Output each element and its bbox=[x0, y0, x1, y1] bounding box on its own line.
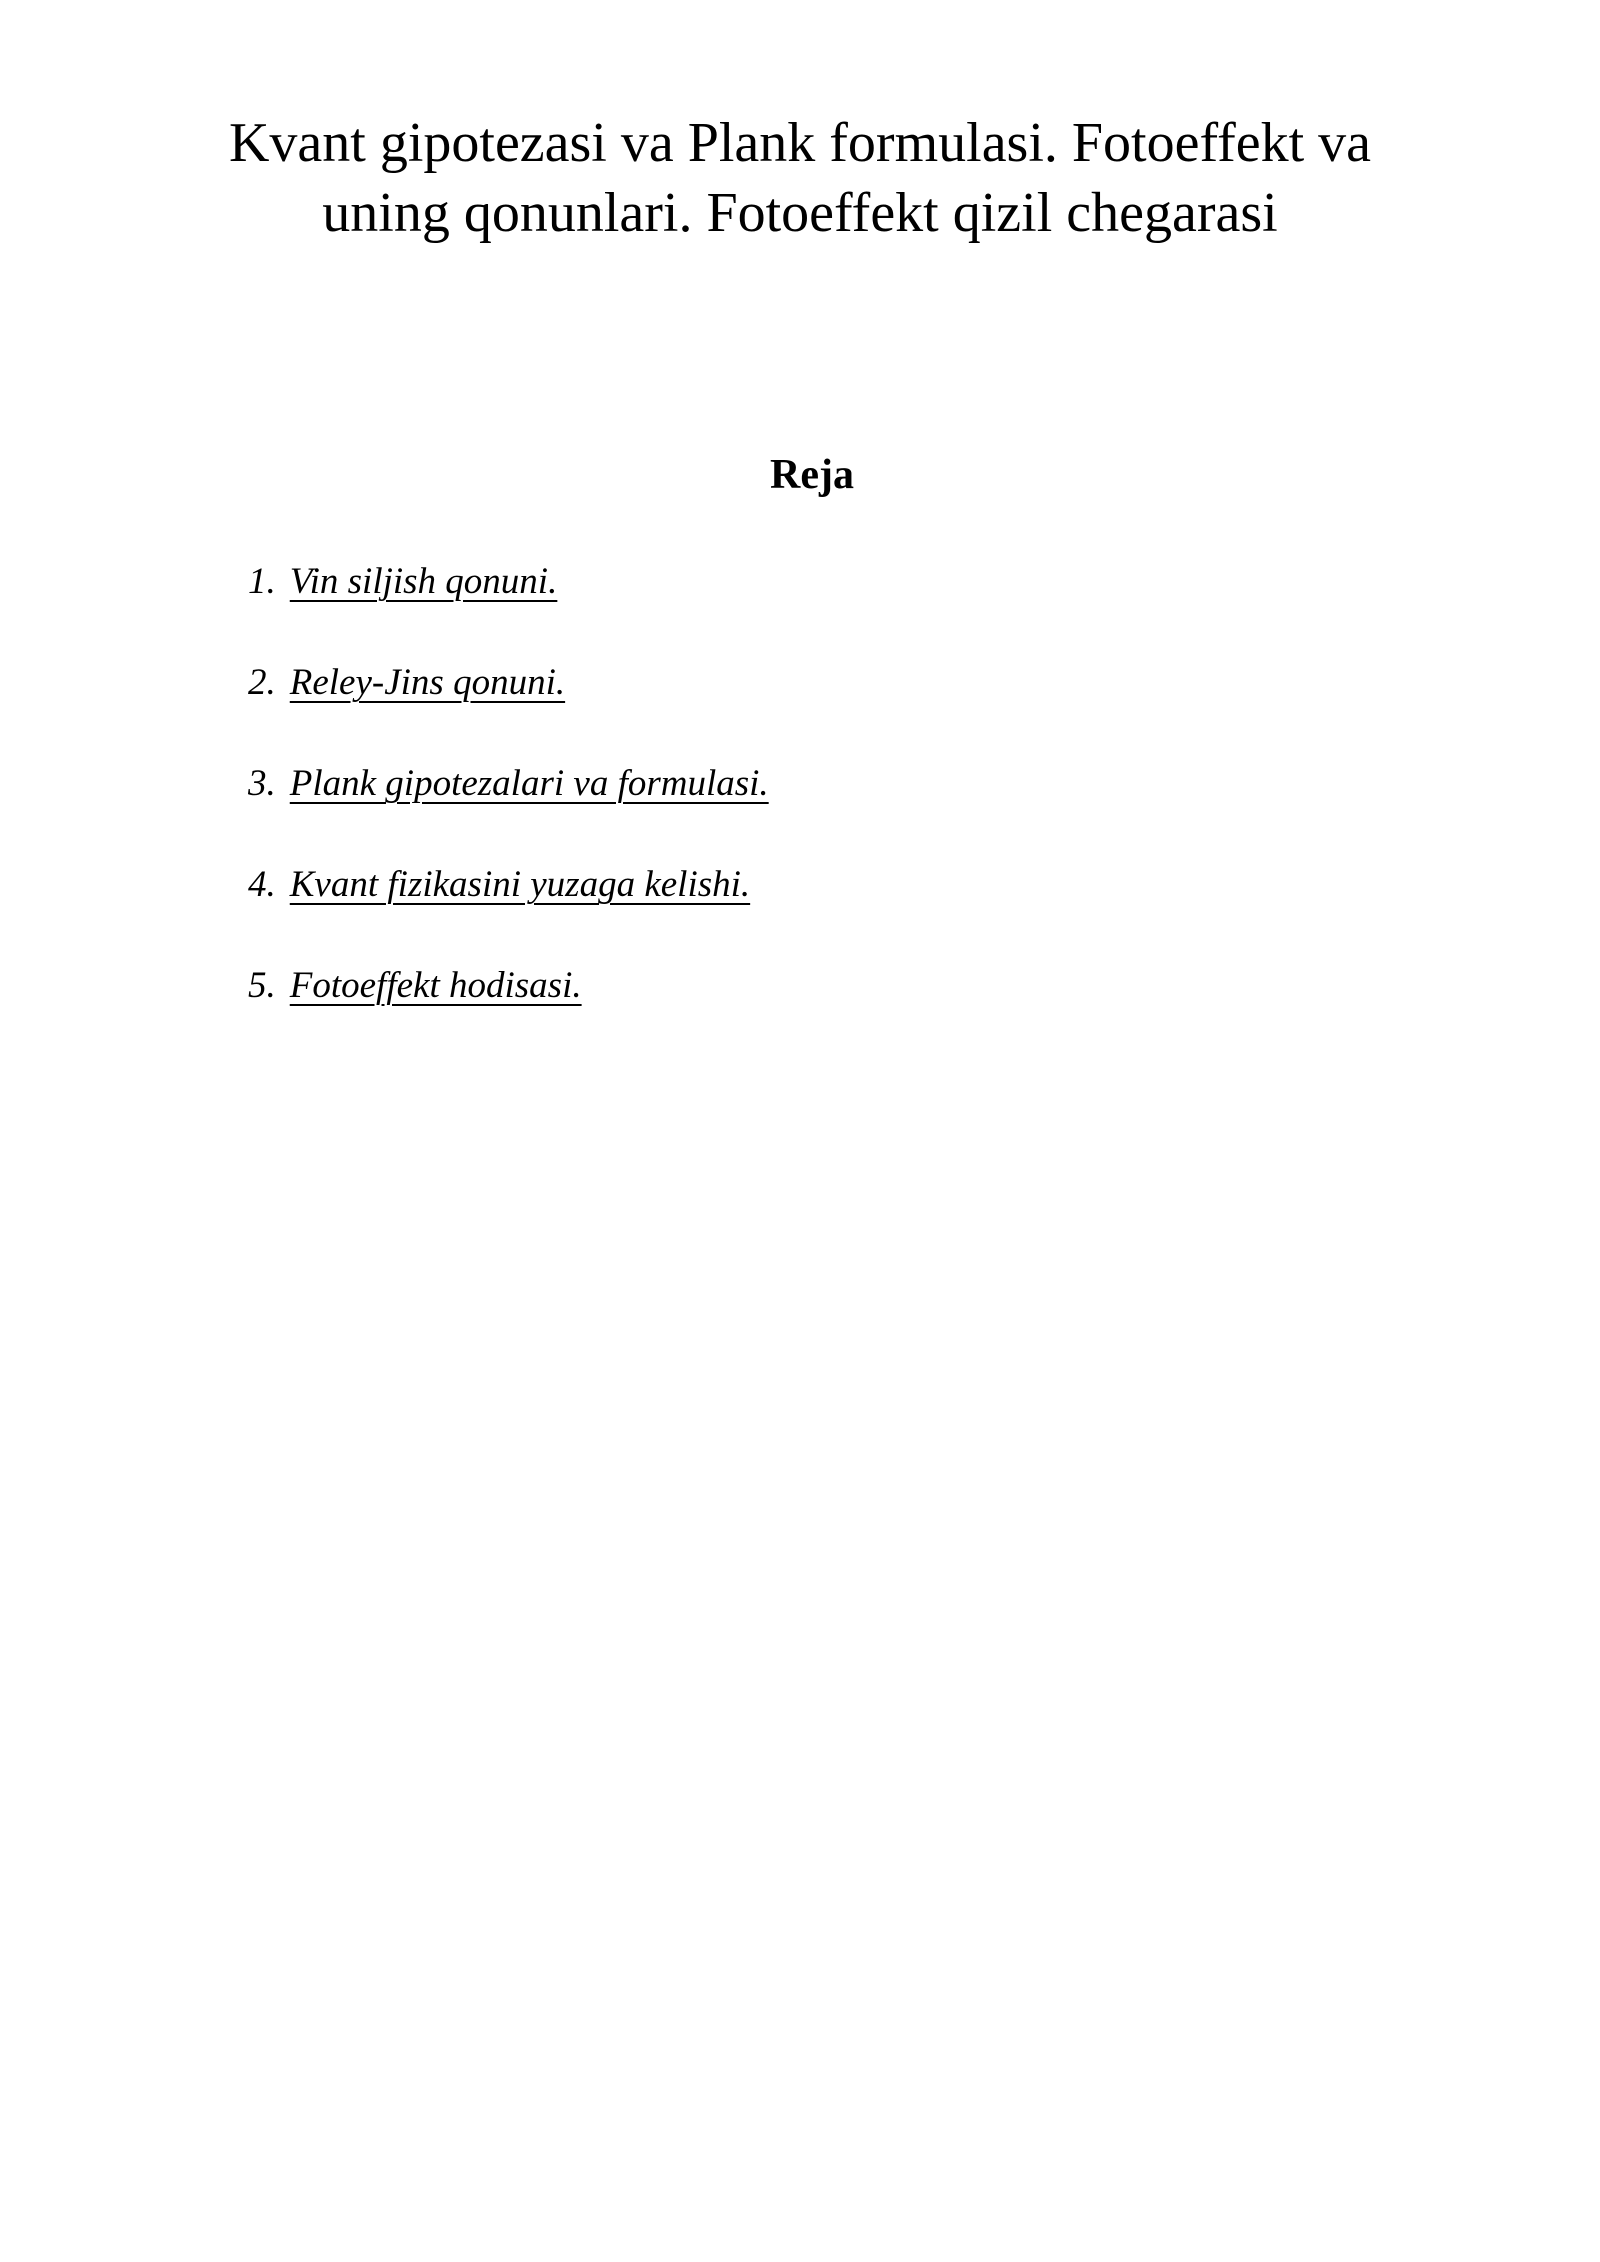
plan-item-number: 5. bbox=[248, 965, 276, 1006]
plan-item-5 bbox=[248, 962, 769, 1010]
plan-item-3 bbox=[248, 760, 769, 808]
plan-item-number: 1. bbox=[248, 561, 276, 602]
plan-item-number: 4. bbox=[248, 864, 276, 905]
plan-item-link[interactable]: Plank gipotezalari va formulasi. bbox=[289, 763, 769, 804]
document-title-line-2: uning qonunlari. Fotoeffekt qizil chegarasi bbox=[322, 182, 1278, 244]
document-title bbox=[150, 108, 1450, 248]
plan-item-link[interactable]: Fotoeffekt hodisasi. bbox=[289, 965, 582, 1006]
plan-item-1 bbox=[248, 558, 769, 606]
plan-item-4 bbox=[248, 861, 769, 909]
plan-item-2 bbox=[248, 659, 769, 707]
plan-item-link[interactable]: Reley-Jins qonuni. bbox=[289, 662, 566, 703]
plan-item-link[interactable]: Vin siljish qonuni. bbox=[289, 561, 558, 602]
plan-item-number: 2. bbox=[248, 662, 276, 703]
plan-item-link[interactable]: Kvant fizikasini yuzaga kelishi. bbox=[289, 864, 751, 905]
plan-list bbox=[248, 558, 769, 1063]
plan-item-number: 3. bbox=[248, 763, 276, 804]
plan-heading: Reja bbox=[770, 452, 854, 498]
document-title-line-1: Kvant gipotezasi va Plank formulasi. Fotoeffekt va bbox=[228, 112, 1372, 174]
